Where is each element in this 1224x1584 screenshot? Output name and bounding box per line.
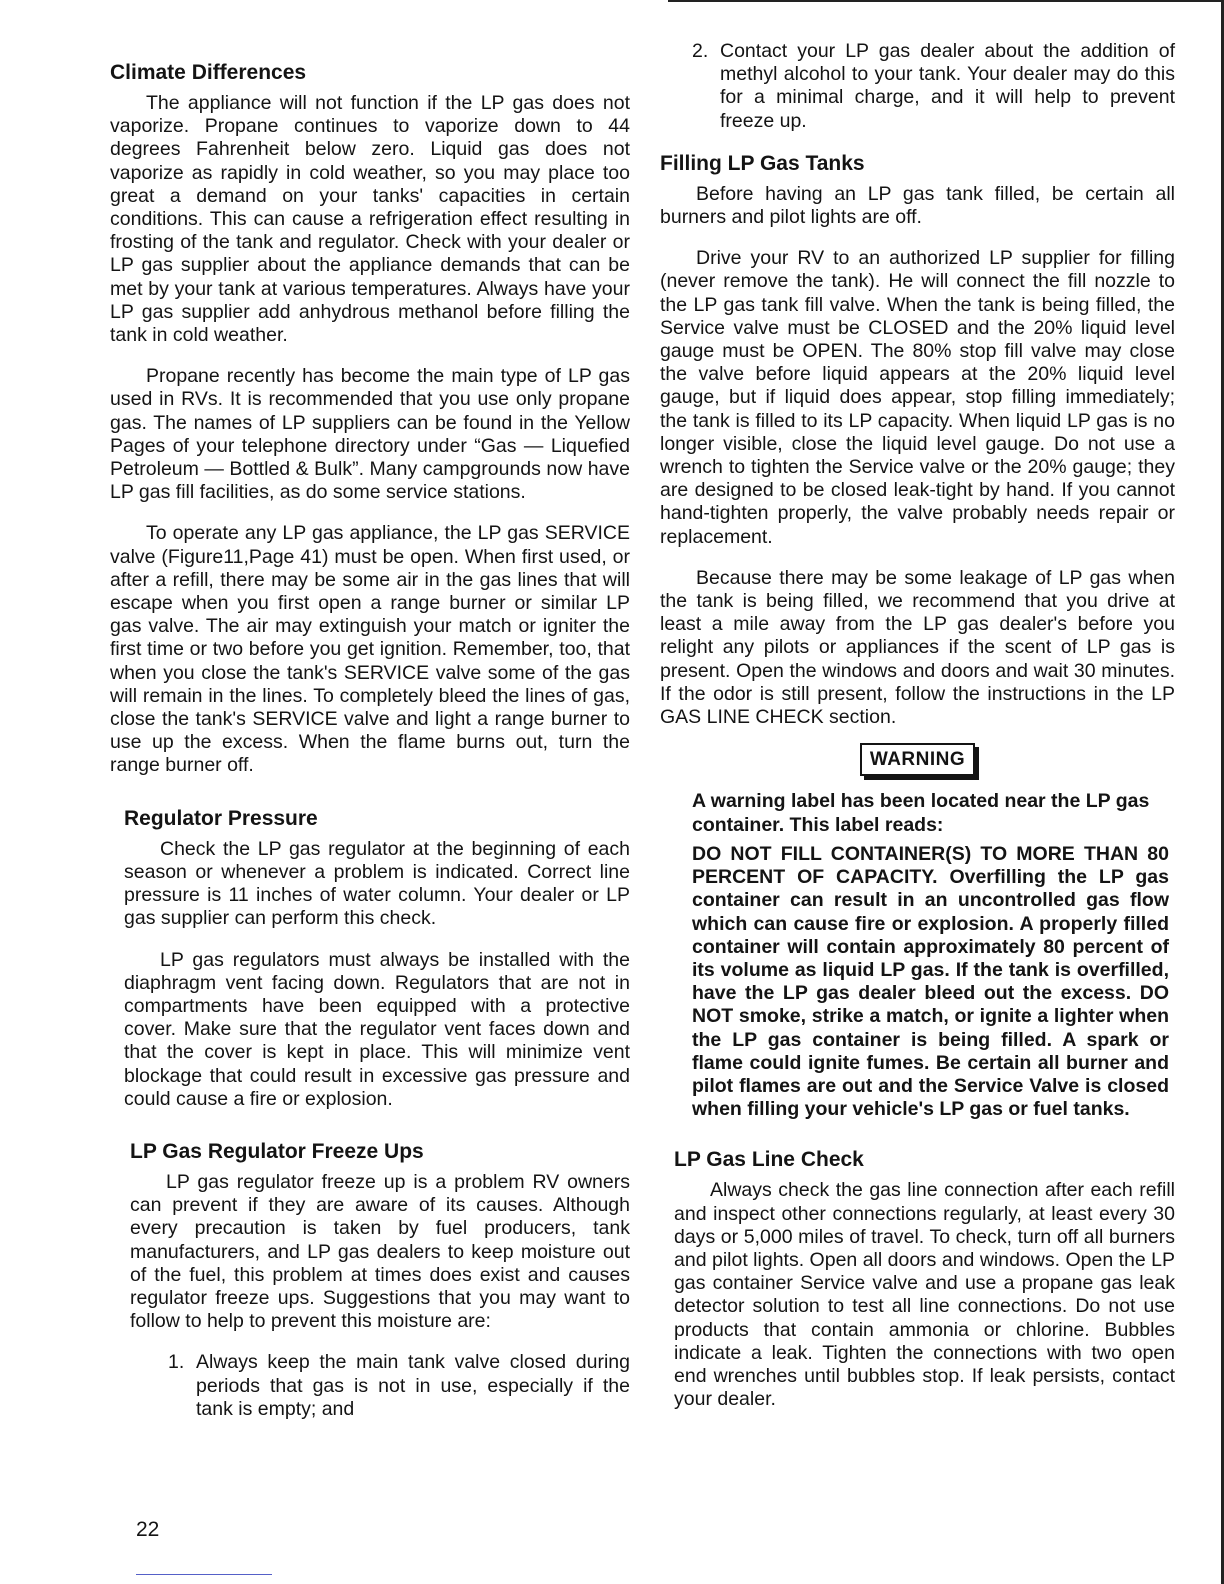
paragraph: Before having an LP gas tank filled, be certain all burners and pilot lights are off. bbox=[660, 182, 1175, 229]
footer-rule bbox=[136, 1574, 272, 1575]
list-text: Always keep the main tank valve closed during periods that gas is not in use, especially if the tank is empty; and bbox=[196, 1351, 630, 1420]
left-column bbox=[110, 60, 630, 1449]
paragraph: Because there may be some leakage of LP gas when the tank is being filled, we recommend that you drive at least a mile away from the LP gas dealer's before you relight any pilots or appliances if the scent of LP gas is present. Open the windows and doors and wait 30 minutes. If the odor is still present, follow the instructions in the LP GAS LINE CHECK section. bbox=[660, 566, 1175, 729]
section-climate-differences bbox=[110, 60, 630, 778]
scan-top-border bbox=[668, 0, 1224, 2]
warning-box bbox=[660, 743, 1175, 1121]
heading-freeze-ups: LP Gas Regulator Freeze Ups bbox=[130, 1139, 424, 1163]
warning-badge: WARNING bbox=[860, 743, 975, 776]
paragraph: Propane recently has become the main type of LP gas used in RVs. It is recommended that you use only propane gas. The names of LP suppliers can be found in the Yellow Pages of your telephone directory under “Gas — Liquefied Petroleum — Bottled & Bulk”. Many campgrounds now have LP gas fill facilities, as do some service stations. bbox=[110, 365, 630, 504]
list-text: Contact your LP gas dealer about the addition of methyl alcohol to your tank. Your dealer may do this for a minimal charge, and it will help to prevent freeze up. bbox=[720, 40, 1175, 132]
right-column bbox=[660, 40, 1175, 1439]
heading-line-check: LP Gas Line Check bbox=[674, 1148, 864, 1172]
paragraph: LP gas regulator freeze up is a problem RV owners can prevent if they are aware of its causes. Although every precaution is taken by fuel producers, tank manufacturers, and LP gas dealers to keep moisture out of the fuel, this problem at times does exist and causes regulator freeze ups. Suggestions that you may want to follow to help to prevent this moisture are: bbox=[130, 1170, 630, 1333]
list-item bbox=[158, 1351, 630, 1421]
section-freeze-ups bbox=[110, 1139, 630, 1421]
suggestions-list bbox=[158, 1351, 630, 1421]
heading-climate-differences: Climate Differences bbox=[110, 61, 307, 84]
heading-filling-tanks: Filling LP Gas Tanks bbox=[660, 151, 865, 175]
warning-body: DO NOT FILL CONTAINER(S) TO MORE THAN 80 PERCENT OF CAPACITY. Overfilling the LP gas container can result in an uncontrolled gas flow which can cause fire or explosion. A properly filled container will contain approximately 80 percent of its volume as liquid LP gas. If the tank is overfilled, have the LP gas dealer bleed out the excess. DO NOT smoke, strike a match, or ignite a lighter when the LP gas container is being filled. A spark or flame could ignite fumes. Be certain all burner and pilot flames are out and the Service Valve is closed when filling your vehicle's LP gas or fuel tanks. bbox=[692, 842, 1169, 1121]
section-regulator-pressure bbox=[110, 806, 630, 1111]
section-line-check bbox=[660, 1147, 1175, 1411]
list-number: 1. bbox=[168, 1351, 185, 1374]
paragraph: LP gas regulators must always be installed with the diaphragm vent facing down. Regulators that are not in compartments have been equipped with a protective cover. Make sure that the regulator vent faces down and that the cover is kept in place. This will minimize vent blockage that could result in excessive gas pressure and could cause a fire or explosion. bbox=[124, 948, 630, 1110]
section-filling-tanks bbox=[660, 151, 1175, 729]
warning-intro: A warning label has been located near the LP gas container. This label reads: bbox=[692, 790, 1150, 836]
list-number: 2. bbox=[692, 40, 709, 62]
paragraph: The appliance will not function if the LP gas does not vaporize. Propane continues to vaporize down to 44 degrees Fahrenheit below zero. Liquid gas does not vaporize as rapidly in cold weather, so you may place too great a demand on your tanks' capacities in certain conditions. This can cause a refrigeration effect resulting in frosting of the tank and regulator. Check with your dealer or LP gas supplier about the appliance demands that can be met by your tank at various temperatures. Always have your LP gas supplier add anhydrous methanol before filling the tank in cold weather. bbox=[110, 92, 630, 347]
heading-regulator-pressure: Regulator Pressure bbox=[124, 806, 318, 830]
paragraph: To operate any LP gas appliance, the LP gas SERVICE valve (Figure11,Page 41) must be open. When first used, or after a refill, there may be some air in the gas lines that will escape when you first open a range burner or similar LP gas valve. The air may extinguish your match or igniter the first time or two before you get ignition. Remember, too, that when you close the tank's SERVICE valve some of the gas will remain in the lines. To completely bleed the lines of gas, close the tank's SERVICE valve and light a range burner to use up the excess. When the flame burns out, turn the range burner off. bbox=[110, 522, 630, 777]
list-item bbox=[682, 40, 1175, 133]
page-number: 22 bbox=[136, 1518, 160, 1541]
paragraph: Drive your RV to an authorized LP supplier for filling (never remove the tank). He will connect the fill nozzle to the LP gas tank fill valve. When the tank is being filled, the Service valve must be CLOSED and the 20% liquid level gauge must be OPEN. The 80% stop fill valve may close the valve before liquid appears at the 20% liquid level gauge, but if liquid does appear, stop filling immediately; the tank is filled to its LP capacity. When liquid LP gas is no longer visible, close the liquid level gauge. Do not use a wrench to tighten the Service valve or the 20% gauge; they are designed to be closed leak-tight by hand. If you cannot hand-tighten properly, the valve probably needs repair or replacement. bbox=[660, 247, 1175, 548]
paragraph: Check the LP gas regulator at the beginning of each season or whenever a problem is indicated. Correct line pressure is 11 inches of water column. Your dealer or LP gas supplier can perform this check. bbox=[124, 837, 630, 930]
paragraph: Always check the gas line connection after each refill and inspect other connections regularly, at least every 30 days or 5,000 miles of travel. To check, turn off all burners and pilot lights. Open all doors and windows. Open the LP gas container Service valve and use a propane gas leak detector solution to test all line connections. Do not use products that contain ammonia or chlorine. Bubbles indicate a leak. Tighten the connections with two open end wrenches until bubbles stop. If leak persists, contact your dealer. bbox=[674, 1179, 1175, 1411]
suggestions-list-continued bbox=[682, 40, 1175, 133]
